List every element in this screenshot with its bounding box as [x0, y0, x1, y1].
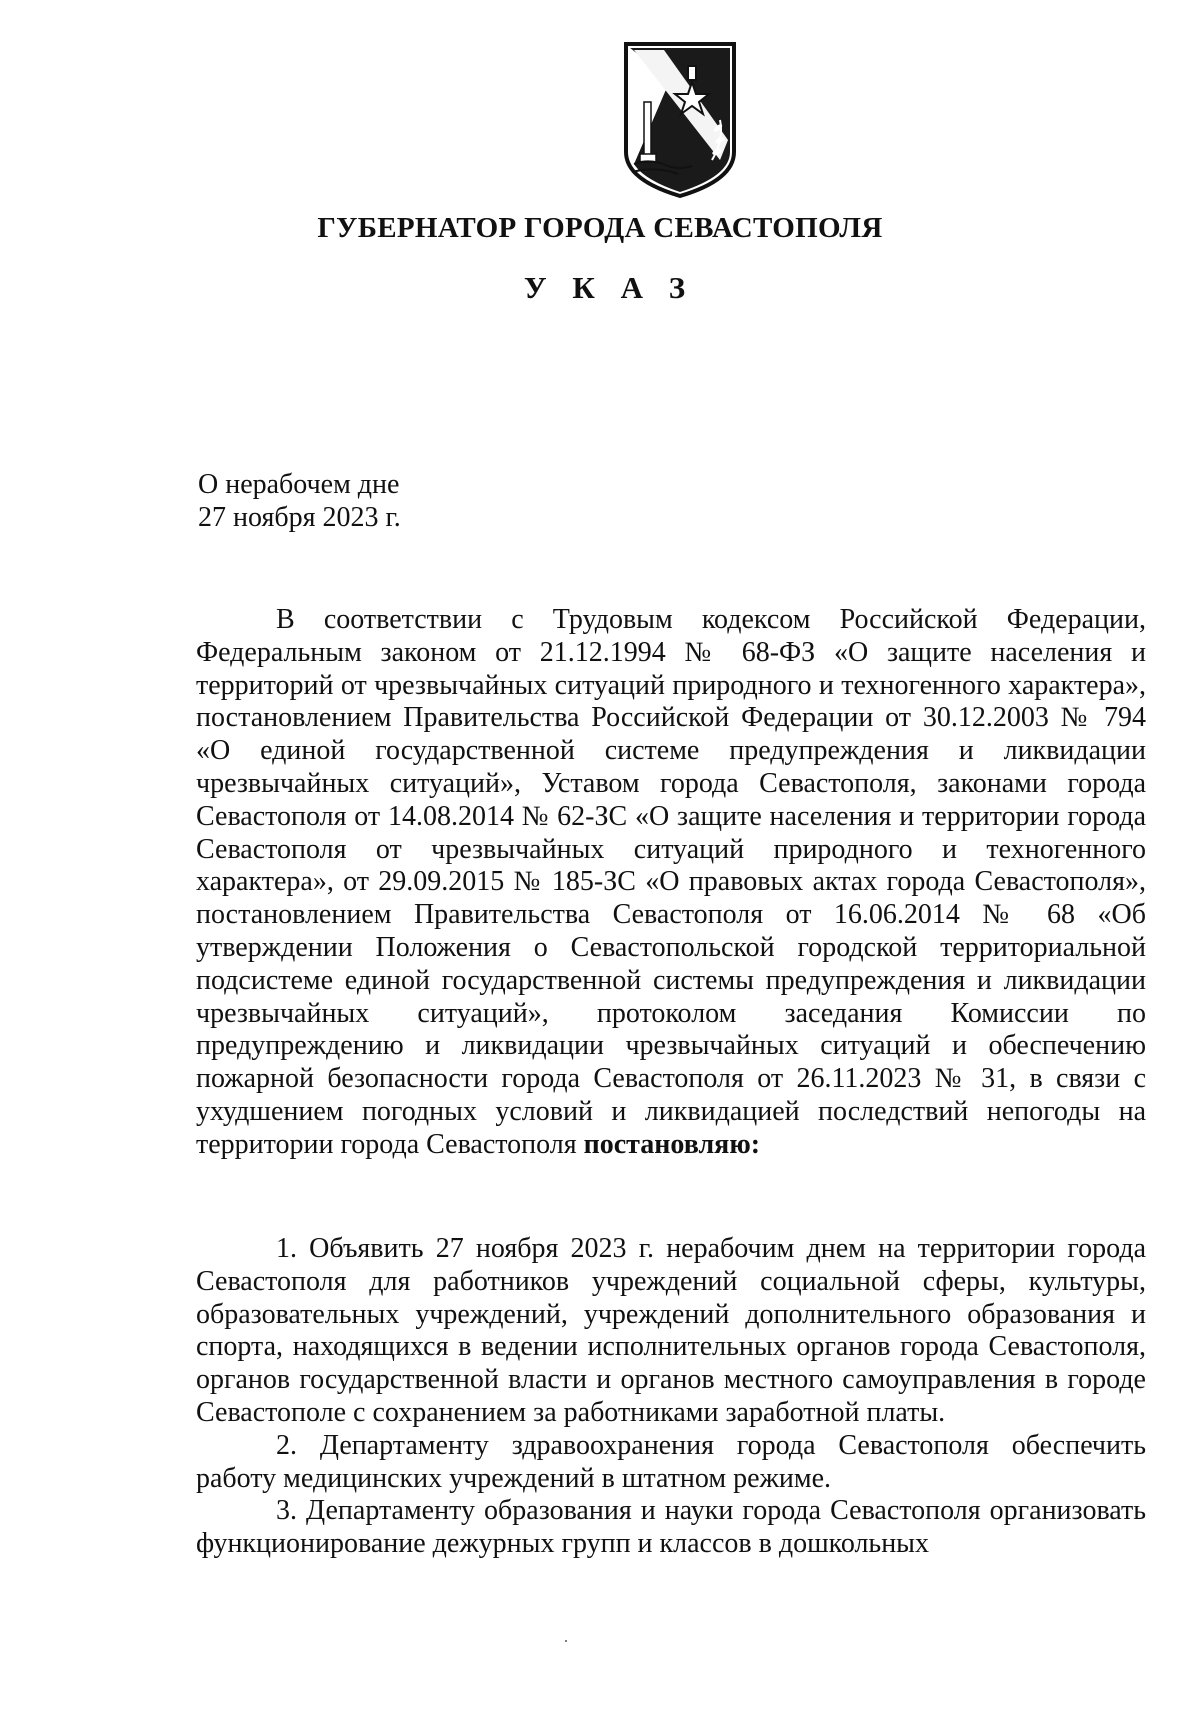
decree-item-1: 1. Объявить 27 ноября 2023 г. нерабочим днем на территории города Севастополя для работников учреждений социальной сферы, культуры, образовательных учреждений, учреждений дополнительного образования и спорта, находящихся в ведении исполнительных органов города Севастополя, органов государственной власти и органов местного самоуправления в городе Севастополе с сохранением за работниками заработной платы. [196, 1233, 1146, 1428]
decree-item-3: 3. Департаменту образования и науки города Севастополя организовать функционирование дежурных групп и классов в дошкольных [196, 1495, 1146, 1560]
issuer-title: ГУБЕРНАТОР ГОРОДА СЕВАСТОПОЛЯ [317, 212, 883, 244]
page-speck [565, 1640, 567, 1642]
subject-line-2: 27 ноября 2023 г. [198, 502, 401, 533]
decree-items [196, 1233, 1146, 1561]
preamble-text: В соответствии с Трудовым кодексом Российской Федерации, Федеральным законом от 21.12.1994 № 68-ФЗ «О защите населения и территорий от чрезвычайных ситуаций природного и техногенного характера», постановлением Правительства Российской Федерации от 30.12.2003 № 794 «О единой государственной системе предупреждения и ликвидации чрезвычайных ситуаций», Уставом города Севастополя, законами города Севастополя от 14.08.2014 № 62-ЗС «О защите населения и территории города Севастополя от чрезвычайных ситуаций природного и техногенного характера», от 29.09.2015 № 185-ЗС «О правовых актах города Севастополя», постановлением Правительства Севастополя от 16.06.2014 № 68 «Об утверждении Положения о Севастопольской городской территориальной подсистеме единой государственной системы предупреждения и ликвидации чрезвычайных ситуаций», протоколом заседания Комиссии по предупреждению и ликвидации чрезвычайных ситуаций и обеспечению пожарной безопасности города Севастополя от 26.11.2023 № 31, в связи с ухудшением погодных условий и ликвидацией последствий непогоды на территории города Севастополя [196, 604, 1146, 1160]
preamble-paragraph [196, 604, 1146, 1162]
document-subject [198, 468, 401, 534]
document-type: У К А З [523, 270, 695, 305]
decree-item-2: 2. Департаменту здравоохранения города Севастополя обеспечить работу медицинских учреждений в штатном режиме. [196, 1429, 1146, 1494]
decree-word: постановляю: [583, 1128, 761, 1160]
subject-line-1: О нерабочем дне [198, 469, 400, 500]
sevastopol-coat-of-arms-icon [620, 40, 740, 200]
